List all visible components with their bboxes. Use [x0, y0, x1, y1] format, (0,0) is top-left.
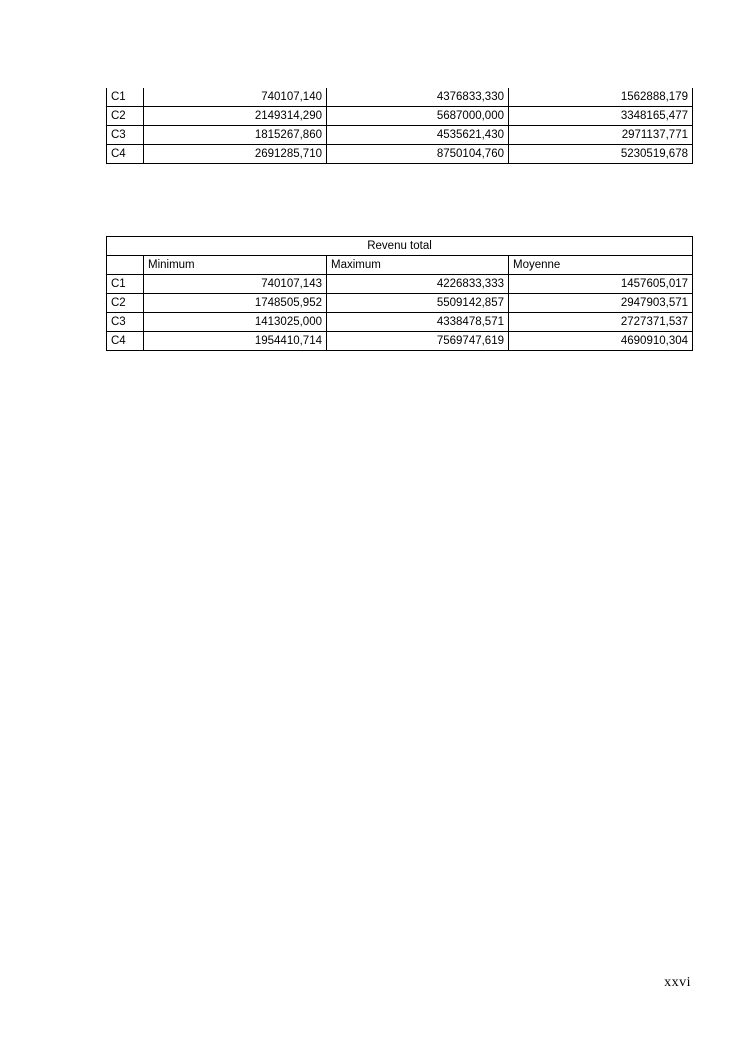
table-cell: 4690910,304	[509, 332, 693, 351]
table-cell: 4226833,333	[327, 275, 509, 294]
page-number: xxvi	[664, 975, 691, 990]
table-cell: 740107,140	[144, 88, 327, 107]
row-label: C3	[107, 126, 144, 145]
table-cell: 1954410,714	[144, 332, 327, 351]
table-cell: 4535621,430	[327, 126, 509, 145]
column-header: Moyenne	[509, 256, 693, 275]
table-cell: 2727371,537	[509, 313, 693, 332]
row-label: C4	[107, 145, 144, 164]
table-cell: 1457605,017	[509, 275, 693, 294]
table-row	[107, 88, 693, 107]
table-row	[107, 313, 693, 332]
column-header: Minimum	[144, 256, 327, 275]
row-label: C1	[107, 88, 144, 107]
table-row	[107, 332, 693, 351]
table-cell: 1562888,179	[509, 88, 693, 107]
revenue-table	[106, 236, 693, 351]
table-header-row	[107, 256, 693, 275]
table-cell: 8750104,760	[327, 145, 509, 164]
row-label: C4	[107, 332, 144, 351]
table-cell: 4338478,571	[327, 313, 509, 332]
table-cell: 7569747,619	[327, 332, 509, 351]
row-label: C3	[107, 313, 144, 332]
table-cell: 1815267,860	[144, 126, 327, 145]
table-cell: 740107,143	[144, 275, 327, 294]
table-cell: 2947903,571	[509, 294, 693, 313]
table-cell: 5230519,678	[509, 145, 693, 164]
table-title-row	[107, 237, 693, 256]
table-row	[107, 294, 693, 313]
table-row	[107, 275, 693, 294]
table-cell: 1413025,000	[144, 313, 327, 332]
table-row	[107, 126, 693, 145]
table-row	[107, 107, 693, 126]
header-blank-cell	[107, 256, 144, 275]
table-cell: 4376833,330	[327, 88, 509, 107]
row-label: C2	[107, 107, 144, 126]
column-header: Maximum	[327, 256, 509, 275]
table-row	[107, 145, 693, 164]
row-label: C1	[107, 275, 144, 294]
table-title: Revenu total	[107, 237, 693, 256]
table-cell: 5509142,857	[327, 294, 509, 313]
table-cell: 1748505,952	[144, 294, 327, 313]
table-cell: 2691285,710	[144, 145, 327, 164]
table-cell: 2971137,771	[509, 126, 693, 145]
table-cell: 5687000,000	[327, 107, 509, 126]
data-table-top	[106, 88, 693, 164]
table-cell: 3348165,477	[509, 107, 693, 126]
table-cell: 2149314,290	[144, 107, 327, 126]
row-label: C2	[107, 294, 144, 313]
